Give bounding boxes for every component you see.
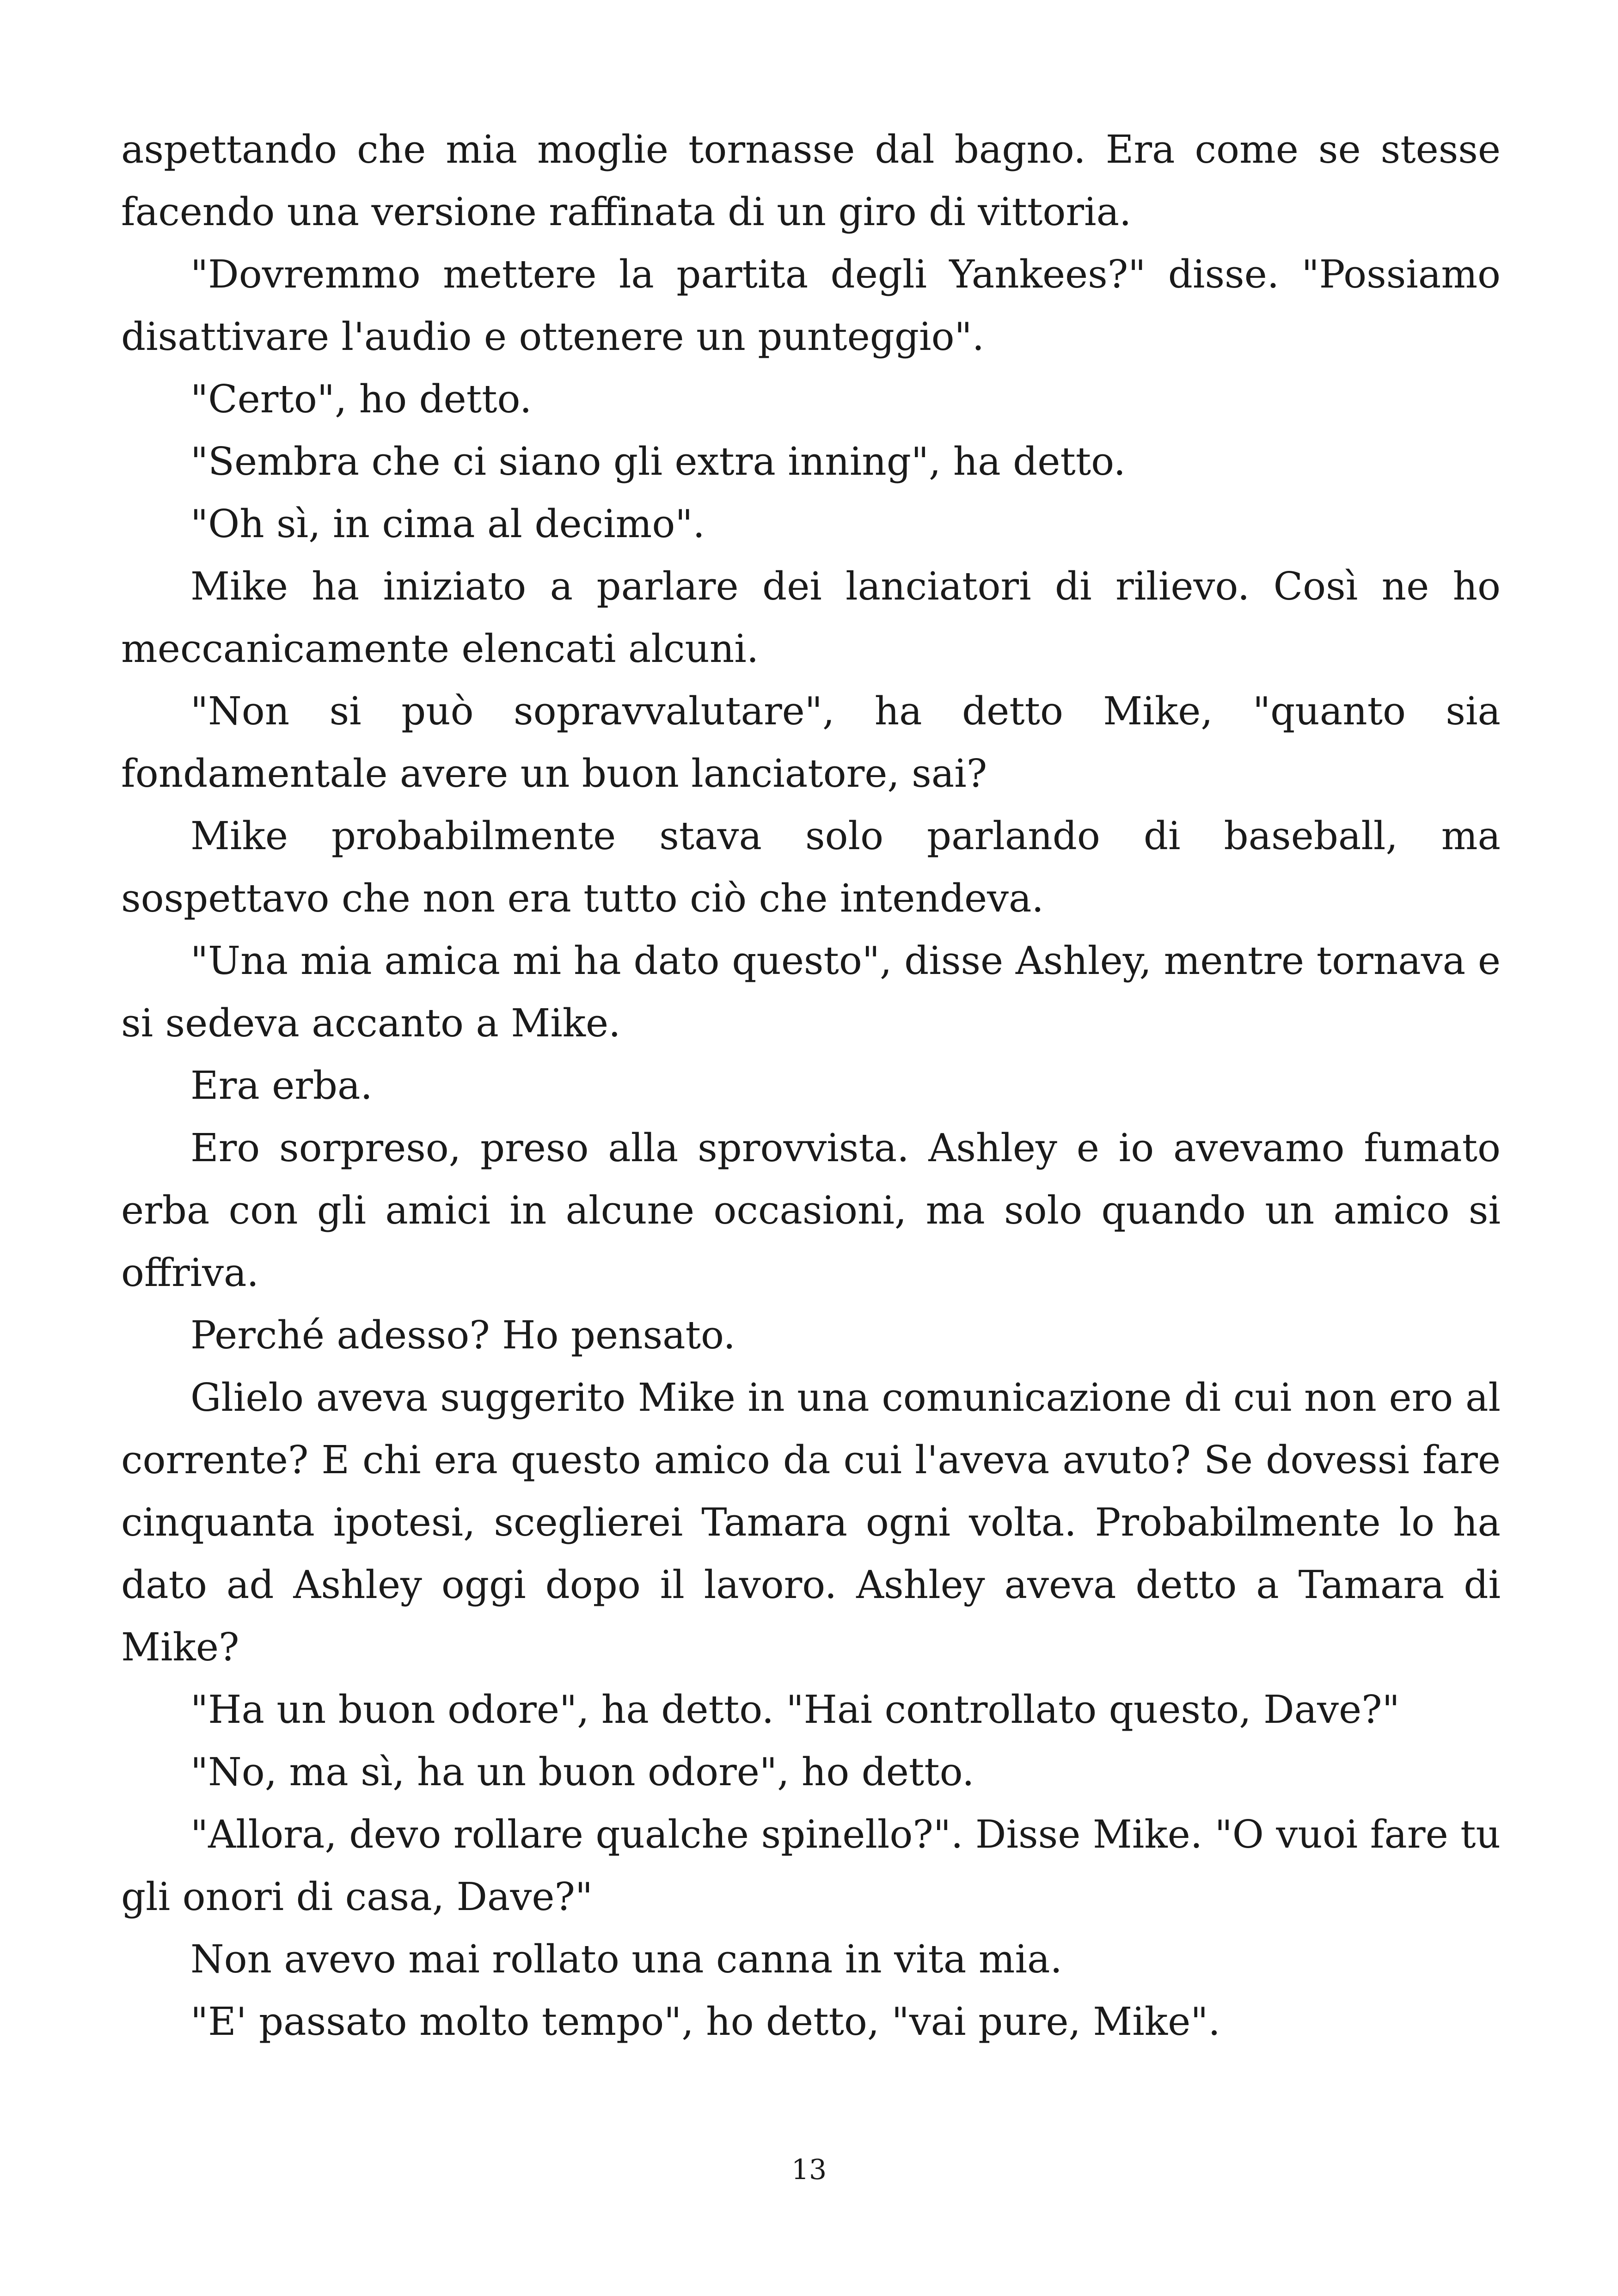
- paragraph: Era erba.: [190, 1063, 373, 1108]
- paragraph: aspettando che mia moglie tornasse dal bagno. Era come se stesse facendo una versione raffinata di un giro di vittoria.: [121, 127, 1501, 234]
- paragraph: "Certo", ho detto.: [190, 377, 532, 422]
- paragraph: Mike probabilmente stava solo parlando di baseball, ma sospettavo che non era tutto ciò che intendeva.: [121, 814, 1501, 921]
- paragraph: Perché adesso? Ho pensato.: [190, 1313, 735, 1358]
- paragraph: Ero sorpreso, preso alla sprovvista. Ashley e io avevamo fumato erba con gli amici in alcune occasioni, ma solo quando un amico si offriva.: [121, 1126, 1501, 1295]
- paragraph: "Sembra che ci siano gli extra inning", ha detto.: [190, 439, 1126, 484]
- paragraph: Mike ha iniziato a parlare dei lanciatori di rilievo. Così ne ho meccanicamente elencati alcuni.: [121, 564, 1501, 671]
- paragraph: "Una mia amica mi ha dato questo", disse Ashley, mentre tornava e si sedeva accanto a Mike.: [121, 938, 1501, 1046]
- paragraph: "Allora, devo rollare qualche spinello?". Disse Mike. "O vuoi fare tu gli onori di casa, Dave?": [121, 1812, 1501, 1919]
- paragraph: Glielo aveva suggerito Mike in una comunicazione di cui non ero al corrente? E chi era questo amico da cui l'aveva avuto? Se dovessi fare cinquanta ipotesi, sceglierei Tamara ogni volta. Probabilmente lo ha dato ad Ashley oggi dopo il lavoro. Ashley aveva detto a Tamara di Mike?: [121, 1375, 1501, 1670]
- paragraph: "Ha un buon odore", ha detto. "Hai controllato questo, Dave?": [190, 1687, 1400, 1732]
- paragraph: "Dovremmo mettere la partita degli Yankees?" disse. "Possiamo disattivare l'audio e ottenere un punteggio".: [121, 252, 1501, 359]
- paragraph: "E' passato molto tempo", ho detto, "vai pure, Mike".: [190, 1999, 1220, 2044]
- paragraph: "Non si può sopravvalutare", ha detto Mike, "quanto sia fondamentale avere un buon lanciatore, sai?: [121, 689, 1501, 796]
- paragraph: "No, ma sì, ha un buon odore", ho detto.: [190, 1750, 974, 1794]
- paragraph: Non avevo mai rollato una canna in vita mia.: [190, 1937, 1062, 1982]
- paragraph: "Oh sì, in cima al decimo".: [190, 502, 705, 546]
- page-number: 13: [791, 2154, 827, 2186]
- page-body: [121, 118, 1501, 2053]
